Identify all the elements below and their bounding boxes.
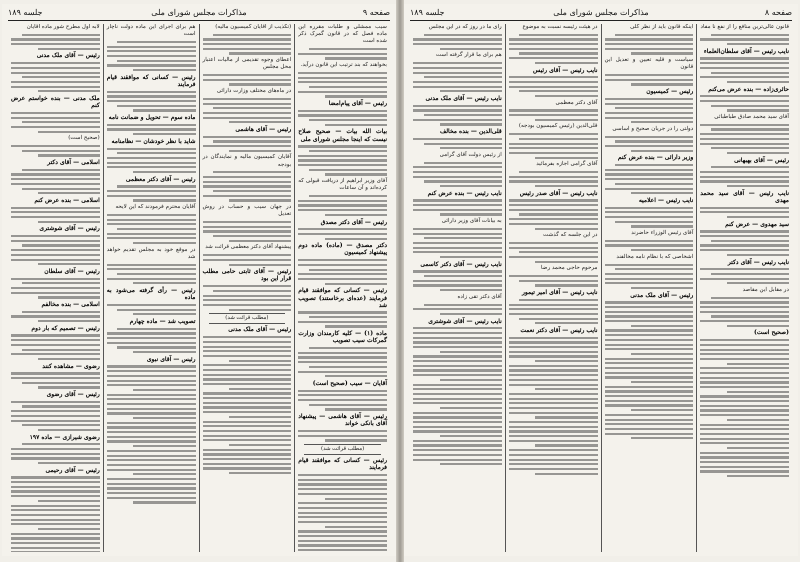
column-closing-line: رئیس — آقای رحیمی bbox=[45, 466, 100, 474]
body-text-lines bbox=[413, 62, 502, 92]
column-paragraph: از رئیس دولت آقای گرامی bbox=[439, 151, 502, 158]
binding-gutter bbox=[396, 0, 404, 562]
left-page bbox=[2, 4, 396, 556]
column-paragraph: آقای سید محمد صادق طباطبائی bbox=[714, 114, 789, 121]
body-text-lines bbox=[413, 304, 502, 316]
body-text-lines bbox=[700, 339, 789, 477]
body-text-lines bbox=[509, 199, 598, 229]
column-paragraph: اسلامی — آقای دکتر bbox=[47, 159, 100, 167]
right-page-column-3 bbox=[505, 24, 601, 552]
body-text-lines bbox=[11, 401, 100, 431]
column-paragraph: سیاست و قلیه تعیین و تعدیل این قانون bbox=[604, 57, 694, 71]
column-closing-line: رئیس — آقای ملک مدنی bbox=[630, 291, 694, 299]
column-paragraph: لابه اول مطرح شور ماده آقایان bbox=[26, 24, 100, 30]
body-text-lines bbox=[605, 207, 694, 228]
body-text-lines bbox=[203, 98, 292, 124]
body-text-lines bbox=[107, 124, 196, 136]
body-text-lines bbox=[107, 304, 196, 316]
body-text-lines bbox=[413, 105, 502, 126]
column-paragraph: نایب رئیس — آقای امیر تیمور bbox=[521, 289, 598, 297]
column-closing-line: رئیس — آقای نبوی bbox=[146, 355, 196, 363]
column-paragraph: رئیس — آقای پیام‌امضا bbox=[328, 100, 387, 107]
column-paragraph: رئیس — کسانی که موافقند قیام فرمایند (عده‌ای برخاستند) تصویب شد bbox=[298, 287, 387, 309]
column-paragraph: رئیس — کمیسیون bbox=[646, 88, 694, 96]
body-text-lines bbox=[107, 365, 196, 503]
column-paragraph: اسلامی — بنده مخالفم bbox=[41, 301, 100, 309]
column-paragraph: تصویب شد — ماده چهارم bbox=[129, 317, 196, 325]
body-text-lines bbox=[203, 74, 292, 86]
column-paragraph: در جهان سیب و حساب در روش تعدیل bbox=[202, 204, 292, 218]
body-text-lines bbox=[700, 166, 789, 187]
column-paragraph: قلی‌الدین (رئیس کمیسیون بودجه) bbox=[518, 123, 598, 130]
body-text-lines bbox=[203, 254, 292, 266]
column-paragraph: ماده (۱) — کلیه کارمندان وزارت گمرکات سیب تصویب bbox=[298, 330, 387, 345]
body-text-lines bbox=[509, 242, 598, 263]
left-page-number: صفحه ٩ bbox=[362, 8, 390, 17]
body-text-lines bbox=[298, 474, 387, 552]
column-paragraph: به بیانات آقای وزیر دارائی bbox=[441, 218, 502, 225]
column-closing-line: نایب رئیس — آقای شوشتری bbox=[428, 317, 502, 325]
column-paragraph: اسلامی — بنده عرض کنم bbox=[34, 196, 100, 204]
column-paragraph: آقایان کمیسیون مالیه و نمایندگان در بودجه bbox=[202, 154, 292, 168]
right-page-number: صفحه ۸ bbox=[764, 8, 792, 17]
body-text-lines bbox=[298, 311, 387, 327]
body-text-lines bbox=[605, 164, 694, 194]
body-text-lines bbox=[509, 275, 598, 287]
body-text-lines bbox=[298, 430, 387, 442]
body-text-lines bbox=[203, 171, 292, 201]
body-text-lines bbox=[11, 443, 100, 464]
body-text-lines bbox=[203, 136, 292, 152]
body-text-lines bbox=[298, 110, 387, 126]
column-paragraph: نایب رئیس — آقای ملک مدنی bbox=[425, 94, 502, 102]
column-paragraph: رئیس — آقای بهبهانی bbox=[734, 156, 789, 164]
body-text-lines bbox=[11, 34, 100, 50]
column-paragraph: نایب رئیس — آقای سید محمد مهدی bbox=[700, 189, 789, 204]
column-closing-line: رئیس — کسانی که موافقند قیام فرمایند bbox=[298, 457, 387, 472]
body-text-lines bbox=[700, 297, 789, 327]
column-paragraph: بیات الله بیات — صحیح صلاح نیست که اینجا مجلس شورای ملی bbox=[298, 128, 387, 143]
body-text-lines bbox=[509, 34, 598, 64]
left-page-column-4 bbox=[8, 24, 103, 552]
right-page bbox=[404, 4, 798, 556]
left-page-session-number: جلسه ۱۸۹ bbox=[8, 8, 43, 17]
body-text-lines bbox=[509, 76, 598, 97]
body-text-lines bbox=[700, 268, 789, 284]
body-text-lines bbox=[298, 145, 387, 175]
body-text-lines bbox=[11, 334, 100, 360]
column-closing-line: نایب رئیس — آقای دکتر نعمت bbox=[520, 326, 598, 334]
body-text-lines bbox=[107, 185, 196, 201]
body-text-lines bbox=[605, 34, 694, 55]
column-paragraph: قانون عالی‌ترین منافع را از نفع نا مفاد bbox=[700, 24, 789, 30]
column-paragraph: ملک مدنی — بنده خواستم عرض کنم bbox=[11, 94, 100, 110]
body-text-lines bbox=[298, 390, 387, 411]
column-paragraph: در مقابل این مقاصد bbox=[742, 286, 789, 293]
body-text-lines bbox=[203, 221, 292, 242]
right-page-column-2 bbox=[601, 24, 697, 552]
column-paragraph: رأی ما در روز که در این مجلس bbox=[428, 24, 502, 30]
body-text-lines bbox=[107, 91, 196, 112]
body-text-lines bbox=[413, 34, 502, 50]
body-text-lines bbox=[11, 62, 100, 92]
right-page-publication-title: مذاکرات مجلس شورای ملی bbox=[553, 8, 649, 17]
body-text-lines bbox=[413, 199, 502, 215]
column-paragraph: رئیس — آقای رضوی bbox=[46, 391, 100, 399]
column-closing-line: (صحیح است) bbox=[753, 329, 789, 337]
column-paragraph: هم برای اجرای این ماده دولت ناچار است bbox=[106, 24, 196, 38]
column-paragraph: آقای گرامی اجازه بفرمائید bbox=[536, 161, 598, 168]
body-text-lines bbox=[700, 124, 789, 154]
column-paragraph: هم برای ما قرار گرفته است bbox=[436, 52, 502, 59]
body-text-lines bbox=[700, 57, 789, 83]
column-paragraph: نایب رئیس — آقای صدر رئیس bbox=[519, 189, 598, 197]
bracketed-note: (مطلب قرائت شد) bbox=[209, 313, 286, 324]
right-page-column-4 bbox=[410, 24, 505, 552]
column-paragraph: رئیس — تصمیم که بار دوم bbox=[31, 324, 100, 332]
body-text-lines bbox=[605, 240, 694, 252]
left-page-publication-title: مذاکرات مجلس شورای ملی bbox=[151, 8, 247, 17]
body-text-lines bbox=[11, 207, 100, 223]
body-text-lines bbox=[11, 235, 100, 265]
body-text-lines bbox=[605, 74, 694, 86]
body-text-lines bbox=[298, 259, 387, 285]
column-paragraph: نایب رئیس — آقای سلطان‌العلماء bbox=[703, 47, 789, 55]
column-paragraph: رضوی — مشاهده کنند bbox=[42, 362, 100, 370]
column-paragraph: پیشنهاد آقای دکتر معظمی قرائت شد bbox=[205, 244, 292, 251]
column-paragraph: آقایان محترم فرمودند که این لایحه bbox=[115, 204, 196, 211]
left-page-column-3 bbox=[103, 24, 199, 552]
column-paragraph: آقای دکتر معظمی bbox=[555, 99, 598, 106]
column-paragraph: اعطای وجوه تقدیمی از مالیات اعتبار محل مجلس bbox=[202, 57, 292, 71]
body-text-lines bbox=[107, 148, 196, 174]
column-paragraph: آقای دکتر تقی زاده bbox=[457, 293, 502, 300]
body-text-lines bbox=[509, 337, 598, 475]
column-paragraph: رئیس — آقای دکتر مصدق bbox=[320, 218, 387, 226]
body-text-lines bbox=[509, 133, 598, 159]
left-page-header bbox=[8, 6, 390, 21]
body-text-lines bbox=[605, 136, 694, 152]
column-paragraph: رئیس — آقای هاشمی bbox=[235, 125, 292, 133]
body-text-lines bbox=[298, 72, 387, 98]
column-paragraph: آقایان — سیب (صحیح است) bbox=[312, 379, 387, 387]
column-paragraph: اشخاصی که با نظام نامه مخالفند bbox=[616, 253, 694, 260]
body-text-lines bbox=[509, 299, 598, 325]
body-text-lines bbox=[11, 372, 100, 388]
column-paragraph: در ماه‌های مختلف وزارت دارائی bbox=[216, 88, 292, 95]
column-paragraph: دولتی را در جریان صحیح و اساسی bbox=[612, 125, 694, 132]
body-text-lines bbox=[298, 228, 387, 240]
column-paragraph: رئیس — آقای دکتر معظمی bbox=[125, 175, 196, 183]
body-text-lines bbox=[203, 336, 292, 474]
body-text-lines bbox=[700, 207, 789, 219]
column-paragraph: سید مهدوی — عرض کنم bbox=[725, 220, 789, 228]
body-text-lines bbox=[107, 264, 196, 285]
body-text-lines bbox=[203, 285, 292, 311]
body-text-lines bbox=[11, 145, 100, 157]
right-page-header bbox=[410, 6, 792, 21]
body-text-lines bbox=[203, 34, 292, 55]
column-paragraph: وزیر دارائی — بنده عرض کنم bbox=[617, 154, 694, 162]
column-paragraph: شاید با نظر خودشان — نظامنامه bbox=[111, 137, 196, 145]
right-page-session-number: جلسه ۱۸۹ bbox=[410, 8, 445, 17]
column-paragraph: سیب ممشلی و طلبات مقرره این ماده فصل که در قانون گمرک ذکر شده است bbox=[298, 24, 387, 45]
column-paragraph: (تکذیب از آقایان کمیسیون مالیه) bbox=[215, 24, 292, 30]
column-paragraph: رئیس — آقای ثابتی حامی مطلب قرار این بود bbox=[202, 268, 292, 283]
body-text-lines bbox=[107, 214, 196, 244]
column-paragraph: بخواهند که بند ترتیب این قانون درآید. bbox=[300, 62, 387, 69]
body-text-lines bbox=[11, 278, 100, 299]
body-text-lines bbox=[11, 476, 100, 552]
column-paragraph: رئیس — رأی گرفته می‌شود به ماده bbox=[106, 286, 196, 302]
column-paragraph: در این جلسه که گذشت bbox=[543, 232, 598, 239]
body-text-lines bbox=[509, 109, 598, 121]
left-page-column-1 bbox=[294, 24, 390, 552]
body-text-lines bbox=[700, 34, 789, 46]
body-text-lines bbox=[11, 311, 100, 323]
column-paragraph: رئیس — کسانی که موافقند قیام فرمایند bbox=[106, 73, 196, 88]
body-text-lines bbox=[700, 230, 789, 256]
column-paragraph: نایب رئیس — آقای دکتر کاسمی bbox=[420, 260, 502, 268]
body-text-lines bbox=[509, 171, 598, 187]
column-paragraph: اینکه قانون باید از نظر کلی bbox=[630, 24, 694, 30]
column-paragraph: نایب رئیس — آقای دکتر bbox=[727, 258, 789, 266]
body-text-lines bbox=[700, 95, 789, 111]
column-paragraph: دکتر مصدق — (ماده) ماده دوم پیشنهاد کمیسیون bbox=[298, 242, 387, 257]
left-page-column-2 bbox=[199, 24, 295, 552]
body-text-lines bbox=[298, 48, 387, 60]
body-text-lines bbox=[413, 270, 502, 291]
column-paragraph: در موقع خود به مجلس تقدیم خواهد شد bbox=[106, 246, 196, 260]
column-paragraph: رئیس — آقای شوشتری bbox=[39, 225, 100, 233]
column-paragraph: رئیس — آقای سلطان bbox=[44, 267, 100, 275]
column-paragraph: نایب رئیس — آقای رئیس bbox=[532, 66, 598, 74]
body-text-lines bbox=[11, 112, 100, 133]
body-text-lines bbox=[413, 138, 502, 150]
right-page-columns bbox=[410, 24, 792, 552]
body-text-lines bbox=[11, 169, 100, 195]
body-text-lines bbox=[298, 347, 387, 377]
column-paragraph: رئیس — آقای ملک مدنی bbox=[36, 52, 100, 60]
column-paragraph: مرحوم حاجی محمد رضا bbox=[541, 265, 598, 272]
column-paragraph: قلی‌الدین — بنده مخالف bbox=[440, 128, 502, 136]
body-text-lines bbox=[605, 301, 694, 439]
body-text-lines bbox=[605, 264, 694, 290]
column-paragraph: رضوی شیرازی — ماده ۱۹۷ bbox=[29, 433, 100, 441]
column-paragraph: نایب رئیس — اعلامیه bbox=[638, 196, 694, 204]
column-paragraph: ماده سوم — تحویل و ضمانت نامه bbox=[108, 114, 196, 122]
column-paragraph: آقای رئیس الوزراء حاضرند bbox=[631, 230, 694, 237]
body-text-lines bbox=[413, 162, 502, 188]
body-text-lines bbox=[413, 228, 502, 258]
column-closing-line: رئیس — آقای ملک مدنی bbox=[228, 326, 292, 334]
body-text-lines bbox=[298, 195, 387, 216]
column-paragraph: رئیس — آقای هاشمی — پیشنهاد آقای بانکی خواند bbox=[298, 413, 387, 428]
body-text-lines bbox=[107, 328, 196, 354]
left-page-columns bbox=[8, 24, 390, 552]
column-paragraph: در هیئت رئیسه نسبت به موضوع bbox=[522, 24, 598, 30]
body-text-lines bbox=[605, 98, 694, 124]
column-paragraph: آقای وزیر ابراهیم از دریافت قبولی که کرده‌اند و آن ساعات bbox=[298, 178, 387, 192]
right-page-column-1 bbox=[696, 24, 792, 552]
column-paragraph: حائری‌زاده — بنده عرض می‌کنم bbox=[708, 85, 789, 93]
bracketed-note: (مطلب قرائت شد) bbox=[304, 444, 381, 455]
column-paragraph: (صحیح است) bbox=[68, 135, 100, 142]
body-text-lines bbox=[107, 41, 196, 71]
column-paragraph: نایب رئیس — بنده عرض کنم bbox=[427, 189, 502, 197]
body-text-lines bbox=[413, 327, 502, 465]
